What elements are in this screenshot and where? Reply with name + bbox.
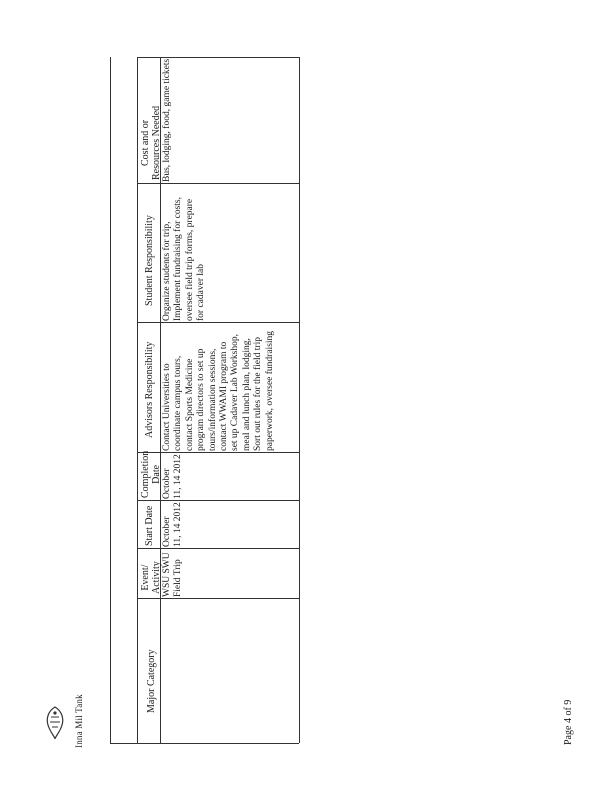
school-crest-icon (42, 705, 68, 741)
header-cost-resources: Cost and or Resources Needed (140, 105, 162, 180)
page-number: Page 4 of 9 (563, 699, 574, 745)
header-event-activity: Event/ Activity (140, 561, 162, 594)
cell-advisors-responsibility: Contact Universities to coordinate campus tours, contact Sports Medicine program directors to set up tours/information sessions, contact WWAMI program to set up Cadaver Lab Workshop, meal and lunch plan, lodging, Sort out rules for the field trip paperwork, oversee fundraising (162, 330, 275, 451)
header-advisors-responsibility: Advisors Responsibility (144, 341, 155, 438)
header-start-date: Start Date (144, 505, 155, 546)
cell-completion-date: October 11, 14 2012 (162, 454, 184, 499)
cell-cost-resources: Bus, lodging, food, game tickets (162, 58, 172, 182)
header-completion-date: Completion Date (140, 450, 162, 498)
header-student-responsibility: Student Responsibility (144, 215, 155, 306)
cell-event-activity: WSU SWU Field Trip (162, 552, 184, 597)
header-major-category: Major Category (146, 649, 157, 713)
cell-start-date: October 11, 14 2012 (162, 502, 184, 547)
cell-student-responsibility: Organize students for trip, Implement fundraising for costs, oversee field trip forms, prepare for cadaver lab (162, 196, 207, 321)
logo-text: Inna Mil Tank (74, 694, 84, 748)
